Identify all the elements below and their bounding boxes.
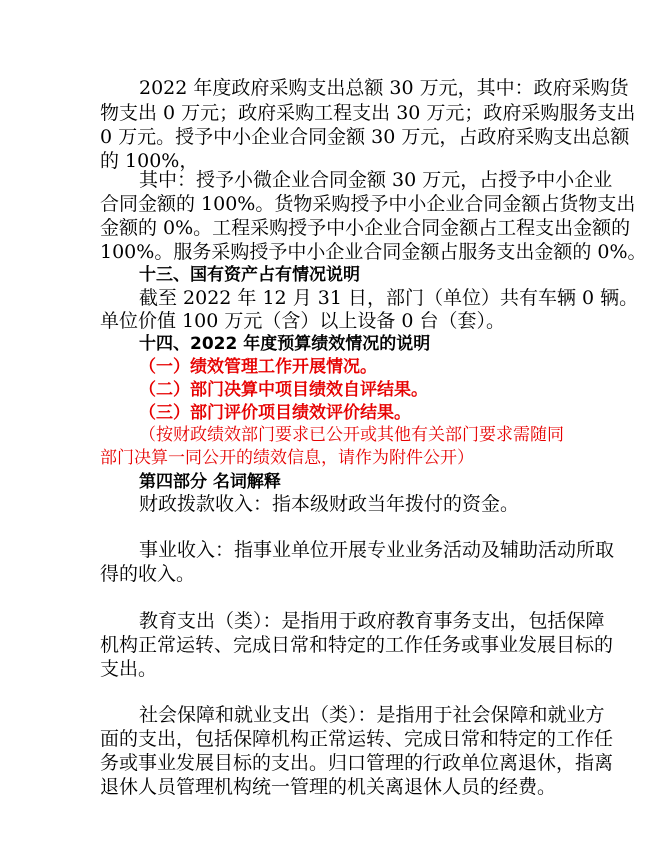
- section13-heading: 十三、国有资产占有情况说明: [139, 265, 360, 285]
- section14-item3: （三）部门评价项目绩效评价结果。: [139, 403, 411, 423]
- part4-heading: 第四部分 名词解释: [139, 472, 281, 492]
- section14-heading: 十四、2022 年度预算绩效情况的说明: [139, 334, 431, 354]
- section14-item2: （二）部门决算中项目绩效自评结果。: [139, 380, 428, 400]
- procurement-p2-line2: 合同金额的 100%。货物采购授予中小企业合同金额占货物支出: [100, 193, 636, 215]
- procurement-p2-line3: 金额的 0%。工程采购授予中小企业合同金额占工程支出金额的: [100, 217, 631, 239]
- term-social-line4: 退休人员管理机构统一管理的机关离退休人员的经费。: [100, 776, 557, 798]
- procurement-p1-line3: 0 万元。授予中小企业合同金额 30 万元，占政府采购支出总额: [100, 126, 630, 148]
- term-business-line2: 得的收入。: [100, 563, 196, 585]
- term-social-line3: 务或事业发展目标的支出。归口管理的行政单位离退休，指离: [100, 752, 614, 774]
- section14-note-line2: 部门决算一同公开的绩效信息，请作为附件公开）: [100, 448, 474, 468]
- procurement-p2-line4: 100%。服务采购授予中小企业合同金额占服务支出金额的 0%。: [100, 241, 647, 263]
- term-education-line3: 支出。: [100, 658, 158, 680]
- section14-note-line1: （按财政绩效部门要求已公开或其他有关部门要求需随同: [139, 425, 564, 445]
- section13-line1: 截至 2022 年 12 月 31 日，部门（单位）共有车辆 0 辆。: [139, 287, 639, 309]
- procurement-p1-line1: 2022 年度政府采购支出总额 30 万元，其中：政府采购货: [139, 77, 629, 99]
- section13-line2: 单位价值 100 万元（含）以上设备 0 台（套）。: [100, 310, 506, 332]
- procurement-p1-line4: 的 100%，: [100, 150, 199, 172]
- term-social-line1: 社会保障和就业支出（类）：是指用于社会保障和就业方: [139, 704, 605, 726]
- term-education-line2: 机构正常运转、完成日常和特定的工作任务或事业发展目标的: [100, 634, 614, 656]
- term-social-line2: 面的支出，包括保障机构正常运转、完成日常和特定的工作任: [100, 728, 614, 750]
- term-business-line1: 事业收入：指事业单位开展专业业务活动及辅助活动所取: [139, 539, 615, 561]
- section14-item1: （一）绩效管理工作开展情况。: [139, 357, 377, 377]
- term-education-line1: 教育支出（类）：是指用于政府教育事务支出，包括保障: [139, 610, 605, 632]
- procurement-p2-line1: 其中：授予小微企业合同金额 30 万元，占授予中小企业: [139, 169, 613, 191]
- procurement-p1-line2: 物支出 0 万元；政府采购工程支出 30 万元；政府采购服务支出: [100, 102, 636, 124]
- term-fiscal: 财政拨款收入：指本级财政当年拨付的资金。: [139, 493, 520, 515]
